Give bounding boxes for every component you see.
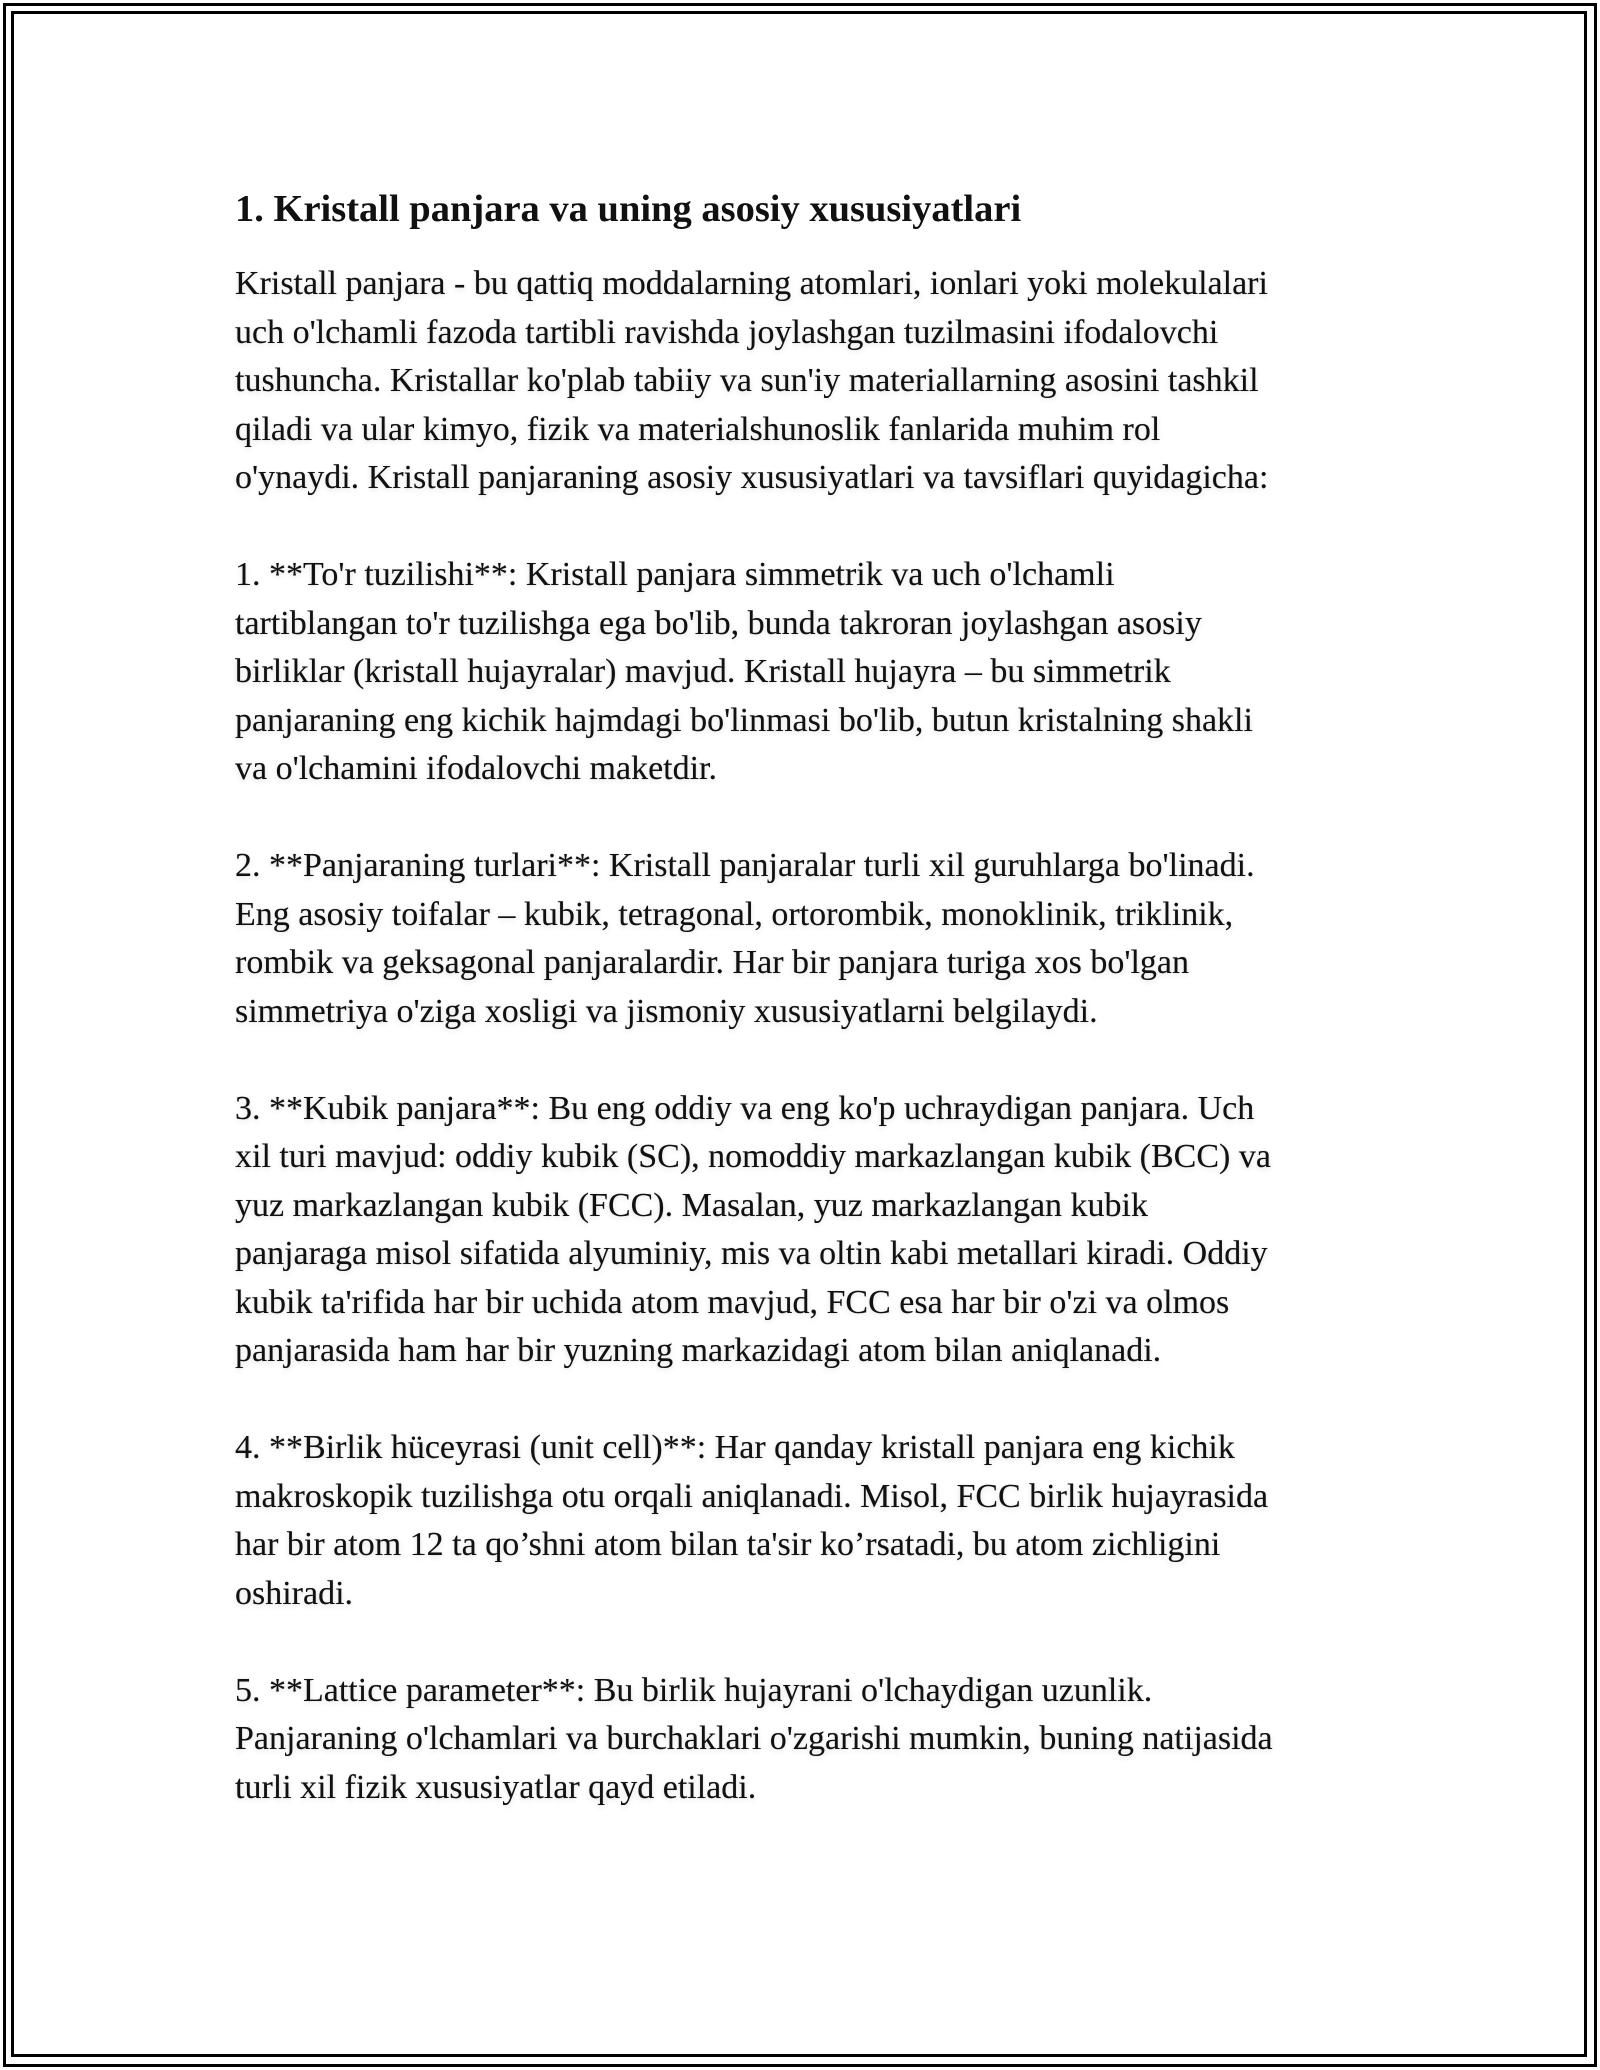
point-3-paragraph: 3. **Kubik panjara**: Bu eng oddiy va eng ko'p uchraydigan panjara. Uch xil turi mavjud: oddiy kubik (SC), nomoddiy markazlangan kubik (BCC) va yuz markazlangan kubik (FCC). Masalan, yuz markazlangan kubik panjaraga misol sifatida alyuminiy, mis va oltin kabi metallari kiradi. Oddiy kubik ta'rifida har bir uchida atom mavjud, FCC esa har bir o'zi va olmos panjarasida ham har bir yuzning markazidagi atom bilan aniqlanadi. <box>235 1089 1271 1370</box>
document-body <box>235 184 1375 1812</box>
intro-paragraph: Kristall panjara - bu qattiq moddalarning atomlari, ionlari yoki molekulalari uch o'lchamli fazoda tartibli ravishda joylashgan tuzilmasini ifodalovchi tushuncha. Kristallar ko'plab tabiiy va sun'iy materiallarning asosini tashkil qiladi va ular kimyo, fizik va materialshunoslik fanlarida muhim rol o'ynaydi. Kristall panjaraning asosiy xususiyatlari va tavsiflari quyidagicha: <box>235 265 1269 497</box>
paragraph-spacer <box>235 1036 1375 1085</box>
paragraph-spacer <box>235 503 1375 552</box>
point-5-paragraph: 5. **Lattice parameter**: Bu birlik hujayrani o'lchaydigan uzunlik. Panjaraning o'lchamlari va burchaklari o'zgarishi mumkin, buning natijasida turli xil fizik xususiyatlar qayd etiladi. <box>235 1671 1273 1806</box>
paragraph-spacer <box>235 794 1375 843</box>
section-heading: 1. Kristall panjara va uning asosiy xususiyatlari <box>235 188 1022 230</box>
point-4-paragraph: 4. **Birlik hüceyrasi (unit cell)**: Har qanday kristall panjara eng kichik makroskopik tuzilishga otu orqali aniqlanadi. Misol, FCC birlik hujayrasida har bir atom 12 ta qo’shni atom bilan ta'sir ko’rsatadi, bu atom zichligini oshiradi. <box>235 1429 1269 1612</box>
paragraph-spacer <box>235 1376 1375 1425</box>
point-2-paragraph: 2. **Panjaraning turlari**: Kristall panjaralar turli xil guruhlarga bo'linadi. Eng asosiy toifalar – kubik, tetragonal, ortorombik, monoklinik, triklinik, rombik va geksagonal panjaralardir. Har bir panjara turiga xos bo'lgan simmetriya o'ziga xosligi va jismoniy xususiyatlarni belgilaydi. <box>235 847 1255 1030</box>
paragraph-spacer <box>235 1618 1375 1667</box>
point-1-paragraph: 1. **To'r tuzilishi**: Kristall panjara simmetrik va uch o'lchamli tartiblangan to'r tuzilishga ega bo'lib, bunda takroran joylashgan asosiy birliklar (kristall hujayralar) mavjud. Kristall hujayra – bu simmetrik panjaraning eng kichik hajmdagi bo'linmasi bo'lib, butun kristalning shakli va o'lchamini ifodalovchi maketdir. <box>235 556 1253 788</box>
